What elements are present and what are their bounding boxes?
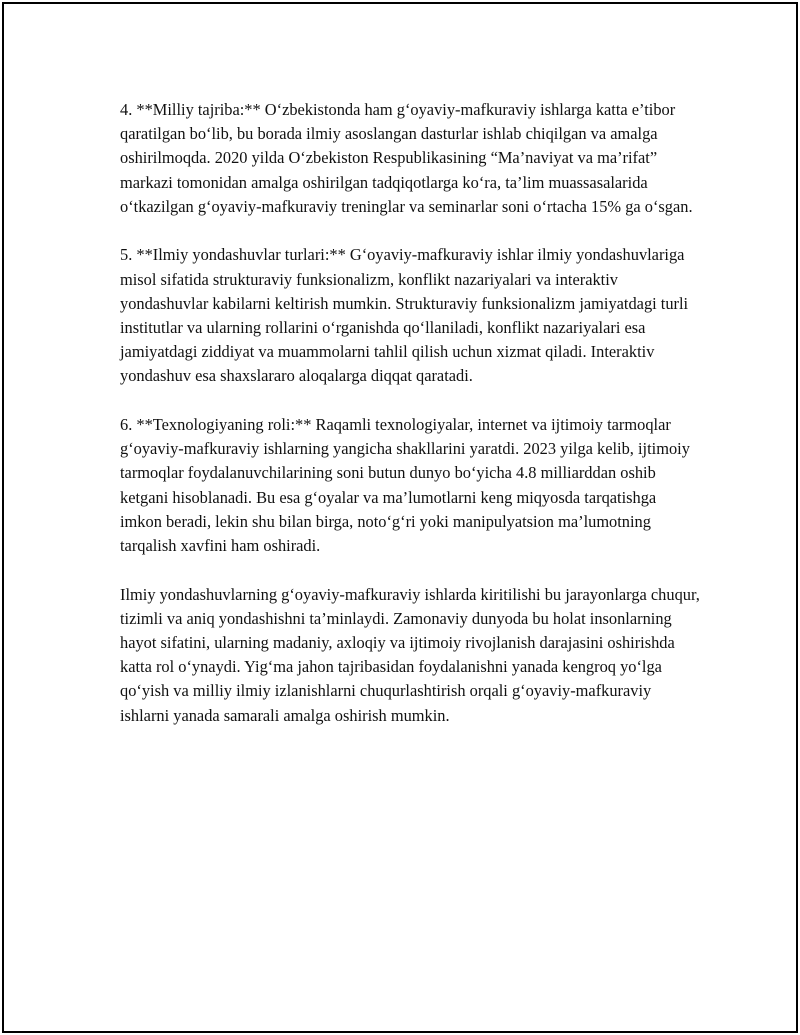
paragraph-ilmiy-yondashuvlar-turlari: 5. **Ilmiy yondashuvlar turlari:** G‘oyaviy-mafkuraviy ishlar ilmiy yondashuvlariga misol sifatida strukturaviy funksionalizm, konflikt nazariyalari va interaktiv yondashuvlar kabilarni keltirish mumkin. Strukturaviy funksionalizm jamiyatdagi turli institutlar va ularning rollarini o‘rganishda qo‘llaniladi, konflikt nazariyalari esa jamiyatdagi ziddiyat va muammolarni tahlil qilish uchun xizmat qiladi. Interaktiv yondashuv esa shaxslararo aloqalarga diqqat qaratadi. [120, 245, 689, 386]
page-frame [2, 2, 798, 1033]
paragraph-texnologiyaning-roli: 6. **Texnologiyaning roli:** Raqamli texnologiyalar, internet va ijtimoiy tarmoqlar g‘oyaviy-mafkuraviy ishlarning yangicha shakllarini yaratdi. 2023 yilga kelib, ijtimoiy tarmoqlar foydalanuvchilarining soni butun dunyo bo‘yicha 4.8 milliarddan oshib ketgani hisoblanadi. Bu esa g‘oyalar va ma’lumotlarni keng miqyosda tarqatishga imkon beradi, lekin shu bilan birga, noto‘g‘ri yoki manipulyatsion ma’lumotning tarqalish xavfini ham oshiradi. [120, 415, 690, 556]
document-body [120, 98, 700, 752]
paragraph-milliy-tajriba: 4. **Milliy tajriba:** O‘zbekistonda ham g‘oyaviy-mafkuraviy ishlarga katta e’tibor qaratilgan bo‘lib, bu borada ilmiy asoslangan dasturlar ishlab chiqilgan va amalga oshirilmoqda. 2020 yilda O‘zbekiston Respublikasining “Ma’naviyat va ma’rifat” markazi tomonidan amalga oshirilgan tadqiqotlarga ko‘ra, ta’lim muassasalarida o‘tkazilgan g‘oyaviy-mafkuraviy treninglar va seminarlar soni o‘rtacha 15% ga o‘sgan. [120, 100, 693, 216]
paragraph-conclusion: Ilmiy yondashuvlarning g‘oyaviy-mafkuraviy ishlarda kiritilishi bu jarayonlarga chuqur, tizimli va aniq yondashishni ta’minlaydi. Zamonaviy dunyoda bu holat insonlarning hayot sifatini, ularning madaniy, axloqiy va ijtimoiy rivojlanish darajasini oshirishda katta rol o‘ynaydi. Yig‘ma jahon tajribasidan foydalanishni yanada kengroq yo‘lga qo‘yish va milliy ilmiy izlanishlarni chuqurlashtirish orqali g‘oyaviy-mafkuraviy ishlarni yanada samarali amalga oshirish mumkin. [120, 584, 700, 725]
